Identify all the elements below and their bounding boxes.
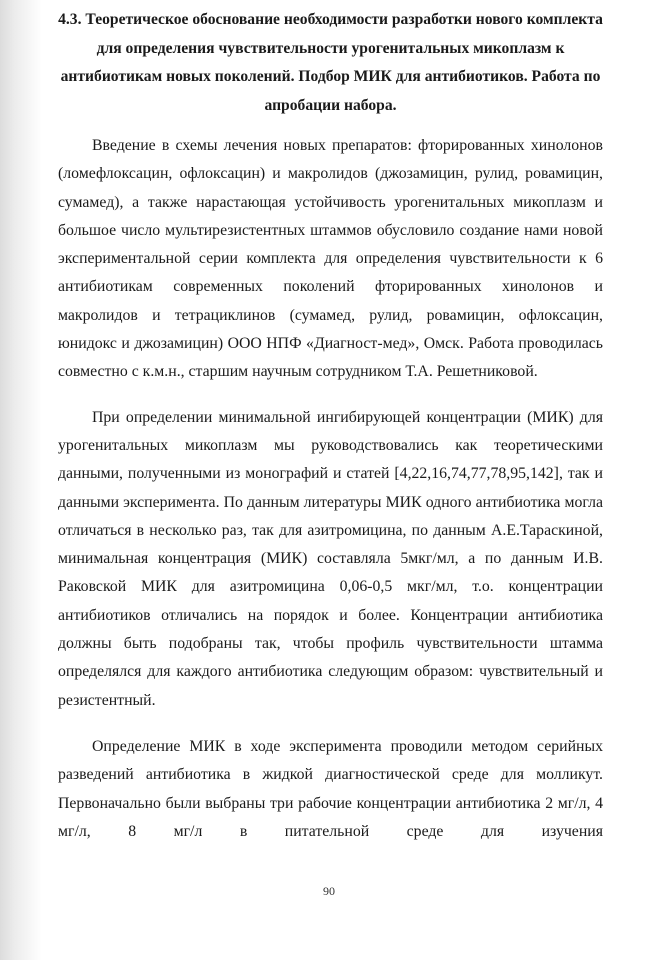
section-heading: 4.3. Теоретическое обоснование необходимости разработки нового комплекта для определения чувствительности урогенитальных микоплазм к антибиотикам новых поколений. Подбор МИК для антибиотиков. Работа по апробации набора.	[58, 11, 603, 114]
page-number: 90	[323, 884, 335, 898]
scan-margin-shadow	[0, 0, 42, 960]
paragraph-2: При определении минимальной ингибирующей концентрации (МИК) для урогенитальных микоплазм мы руководствовались как теоретическими данными, полученными из монографий и статей [4,22,16,74,77,78,95,142], так и данными эксперимента. По данным литературы МИК одного антибиотика могла отличаться в несколько раз, так для азитромицина, по данным А.Е.Тараскиной, минимальная концентрация (МИК) составляла 5мкг/мл, а по данным И.В. Раковской МИК для азитромицина 0,06-0,5 мкг/мл, т.о. концентрации антибиотиков отличались на порядок и более. Концентрации антибиотика должны быть подобраны так, чтобы профиль чувствительности штамма определялся для каждого антибиотика следующим образом: чувствительный и резистентный.	[58, 408, 603, 709]
paragraph-3: Определение МИК в ходе эксперимента проводили методом серийных разведений антибиотика в жидкой диагностической среде для молликут. Первоначально были выбраны три рабочие концентрации антибиотика 2 мг/л, 4 мг/л, 8 мг/л в питательной среде для изучения	[58, 737, 603, 840]
paragraph-1: Введение в схемы лечения новых препаратов: фторированных хинолонов (ломефлоксацин, офлоксацин) и макролидов (джозамицин, рулид, ровамицин, сумамед), а также нарастающая устойчивость урогенитальных микоплазм и большое число мультирезистентных штаммов обусловило создание нами новой экспериментальной серии комплекта для определения чувствительности к 6 антибиотикам современных поколений фторированных хинолонов и макролидов и тетрациклинов (сумамед, рулид, ровамицин, офлоксацин, юнидокс и джозамицин) ООО НПФ «Диагност-мед», Омск. Работа проводилась совместно с к.м.н., старшим научным сотрудником Т.А. Решетниковой.	[58, 137, 603, 381]
document-page	[58, 6, 603, 846]
